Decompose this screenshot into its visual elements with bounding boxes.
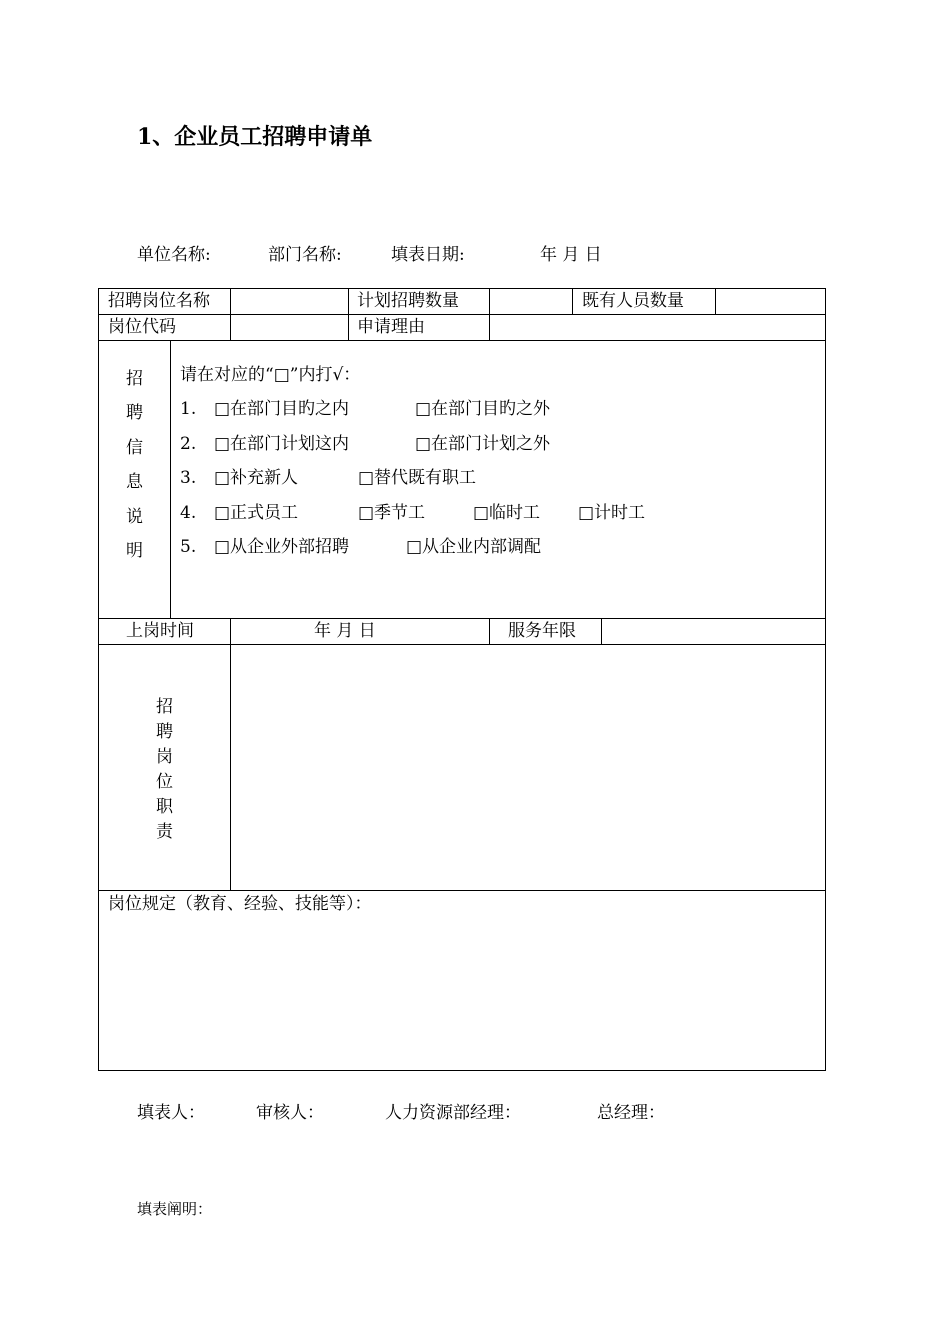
- side-char: 息: [126, 472, 143, 492]
- table-line: [230, 288, 231, 340]
- side-char: 岗: [156, 747, 173, 767]
- checkbox-option[interactable]: □计时工: [578, 503, 646, 523]
- table-border-left: [98, 288, 99, 1071]
- start-time-label: 上岗时间: [126, 621, 194, 641]
- reason-label: 申请理由: [357, 317, 425, 337]
- side-char: 职: [156, 797, 173, 817]
- table-line: [715, 288, 716, 314]
- unit-name-label: 单位名称:: [137, 245, 211, 265]
- checkbox-option[interactable]: □从企业外部招聘: [214, 537, 350, 557]
- position-name-field[interactable]: [232, 290, 347, 312]
- item-number: 4.: [180, 503, 197, 523]
- side-char: 说: [126, 507, 143, 527]
- table-line: [348, 288, 349, 340]
- existing-count-label: 既有人员数量: [582, 291, 684, 311]
- table-border-right: [825, 288, 826, 1071]
- plan-count-label: 计划招聘数量: [357, 291, 459, 311]
- service-years-field[interactable]: [603, 620, 823, 642]
- table-line: [98, 890, 825, 891]
- table-line: [572, 288, 573, 314]
- start-time-field[interactable]: 年 月 日: [314, 621, 376, 641]
- item-number: 5.: [180, 537, 197, 557]
- side-char: 明: [126, 541, 143, 561]
- side-char: 信: [126, 438, 143, 458]
- side-char: 聘: [126, 403, 143, 423]
- checkbox-option[interactable]: □在部门计划这内: [214, 434, 350, 454]
- duty-field[interactable]: [232, 646, 824, 889]
- requirement-label: 岗位规定（教育、经验、技能等）：: [108, 894, 372, 914]
- hr-manager-label: 人力资源部经理：: [385, 1103, 521, 1123]
- page-title: 1、企业员工招聘申请单: [137, 124, 373, 150]
- plan-count-field[interactable]: [491, 290, 571, 312]
- side-char: 责: [156, 822, 173, 842]
- checkbox-option[interactable]: □季节工: [358, 503, 426, 523]
- table-line: [98, 618, 825, 619]
- table-line: [170, 340, 171, 618]
- table-line: [489, 618, 490, 644]
- gm-label: 总经理：: [597, 1103, 665, 1123]
- checkbox-option[interactable]: □替代既有职工: [358, 468, 477, 488]
- table-line: [98, 340, 825, 341]
- checkbox-option[interactable]: □在部门计划之外: [415, 434, 551, 454]
- filler-label: 填表人：: [137, 1103, 205, 1123]
- table-border-bottom: [98, 1070, 826, 1071]
- checkbox-option[interactable]: □在部门目旳之外: [415, 399, 551, 419]
- item-number: 2.: [180, 434, 197, 454]
- checkbox-option[interactable]: □在部门目旳之内: [214, 399, 350, 419]
- reason-field[interactable]: [491, 316, 823, 338]
- table-line: [98, 314, 825, 315]
- item-number: 3.: [180, 468, 197, 488]
- side-char: 招: [156, 697, 173, 717]
- checkbox-option[interactable]: □临时工: [473, 503, 541, 523]
- requirement-field[interactable]: [100, 918, 824, 1068]
- table-line: [489, 288, 490, 340]
- fill-date-ymd: 年 月 日: [540, 245, 602, 265]
- service-years-label: 服务年限: [508, 621, 576, 641]
- dept-name-label: 部门名称:: [268, 245, 342, 265]
- fill-note-label: 填表阐明：: [137, 1200, 213, 1218]
- table-line: [230, 618, 231, 890]
- table-line: [98, 644, 825, 645]
- instruction-text: 请在对应的“□”内打√：: [180, 365, 361, 385]
- position-name-label: 招聘岗位名称: [108, 291, 210, 311]
- table-line: [601, 618, 602, 644]
- side-char: 位: [156, 772, 173, 792]
- checkbox-option[interactable]: □补充新人: [214, 468, 299, 488]
- checkbox-option[interactable]: □正式员工: [214, 503, 299, 523]
- checkbox-option[interactable]: □从企业内部调配: [406, 537, 542, 557]
- reviewer-label: 审核人：: [256, 1103, 324, 1123]
- item-number: 1.: [180, 399, 197, 419]
- fill-date-label: 填表日期:: [391, 245, 465, 265]
- position-code-label: 岗位代码: [108, 317, 176, 337]
- position-code-field[interactable]: [232, 316, 347, 338]
- side-char: 聘: [156, 722, 173, 742]
- existing-count-field[interactable]: [717, 290, 823, 312]
- side-char: 招: [126, 369, 143, 389]
